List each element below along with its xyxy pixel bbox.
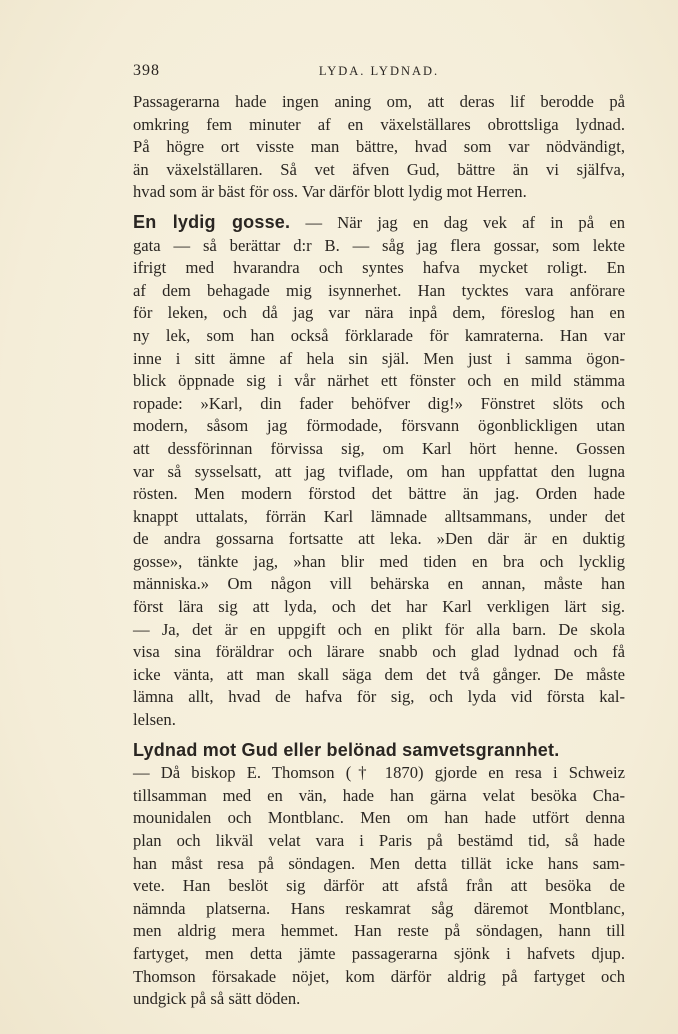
body-text [133, 91, 625, 1011]
text-line: Thomson försakade nöjet, kom därför aldrig på fartyget och [133, 966, 625, 986]
text-line: lelsen. [133, 710, 176, 730]
text-line: än växelställaren. Så vet äfven Gud, bättre än vi själfva, [133, 159, 625, 179]
text-line: för leken, och då jag var nära inpå dem, föreslog han en [133, 303, 625, 323]
text-line: omkring fem minuter af en växelställares obrottsliga lydnad. [133, 114, 625, 134]
running-head [133, 62, 625, 82]
text-line: undgick på så sätt döden. [133, 989, 301, 1009]
text-line: han måst resa på söndagen. Men detta tillät icke hans sam- [133, 853, 625, 873]
section-heading: Lydnad mot Gud eller belönad samvetsgrannhet. [133, 739, 560, 760]
text-line: icke vänta, att man skall säga dem det två gånger. De måste [133, 664, 625, 684]
text-line: En lydig gosse. — När jag en dag vek af in på en [133, 211, 625, 232]
text-line: modern, såsom jag förmodade, försvann ögonblickligen utan [133, 416, 625, 436]
text-line: nämnda platserna. Hans reskamrat såg däremot Montblanc, [133, 898, 625, 918]
section-heading-line [133, 739, 625, 763]
text-line: tillsamman med en vän, hade han gärna velat besöka Cha- [133, 785, 625, 805]
page-number: 398 [133, 62, 160, 79]
text-line: ropade: »Karl, din fader behöfver dig!» Fönstret slöts och [133, 393, 625, 413]
text-line: men aldrig mera hemmet. Han reste på söndagen, hann till [133, 921, 625, 941]
text-line: knappt uttalats, förrän Karl lämnade alltsammans, under det [133, 506, 625, 526]
text-line: af dem behagade mig isynnerhet. Han tycktes vara anförare [133, 280, 625, 300]
text-line: blick öppnade sig i vår närhet ett fönster och en mild stämma [133, 371, 625, 391]
text-line: inne i sitt ämne af hela sin själ. Men just i samma ögon- [133, 348, 625, 368]
text-line: lämna allt, hvad de hafva för sig, och lyda vid första kal- [133, 687, 625, 707]
text-line: visa sina föräldrar och lärare snabb och glad lydnad och få [133, 642, 625, 662]
text-line: de andra gossarna fortsatte att leka. »Den där är en duktig [133, 529, 625, 549]
paragraph-lydig-gosse [133, 211, 625, 732]
text-line: fartyget, men detta jämte passagerarna sjönk i hafvets djup. [133, 943, 625, 963]
text-line: Passagerarna hade ingen aning om, att deras lif berodde på [133, 92, 625, 111]
paragraph-lydnad-mot-gud [133, 739, 625, 1011]
text-line: gata — så berättar d:r B. — såg jag flera gossar, som lekte [133, 235, 625, 255]
running-title: LYDA. LYDNAD. [318, 64, 440, 78]
text-line: vete. Han beslöt sig därför att afstå från att besöka de [133, 876, 625, 896]
text-line: var så sysselsatt, att jag tviflade, om han uppfattat den lugna [133, 461, 625, 481]
text-line: plan och likväl velat vara i Paris på bestämd tid, så hade [133, 831, 625, 850]
section-heading: En lydig gosse. [133, 211, 291, 232]
text-line: — Ja, det är en uppgift och en plikt för alla barn. De skola [133, 619, 625, 639]
text-line: att dessförinnan förvissa sig, om Karl hört henne. Gossen [133, 438, 625, 458]
text-line: först lära sig att lyda, och det har Karl verkligen lärt sig. [133, 597, 625, 617]
text-line: gosse», tänkte jag, »han blir med tiden en bra och lycklig [133, 551, 625, 571]
text-line: — Då biskop E. Thomson († 1870) gjorde en resa i Schweiz [133, 763, 625, 783]
paragraph-continuation [133, 91, 625, 204]
text-line: rösten. Men modern förstod det bättre än jag. Orden hade [133, 484, 625, 504]
text-line: På högre ort visste man bättre, hvad som var nödvändigt, [133, 137, 625, 157]
text-line: mounidalen och Montblanc. Men om han hade utfört denna [133, 808, 625, 828]
text-line: ny lek, som han också förklarade för kamraterna. Han var [133, 325, 625, 345]
text-line: människa.» Om någon vill behärska en annan, måste han [133, 574, 625, 594]
text-line: hvad som är bäst för oss. Var därför blott lydig mot Herren. [133, 182, 527, 202]
text-line: ifrigt med hvarandra och syntes hafva mycket roligt. En [133, 258, 625, 278]
